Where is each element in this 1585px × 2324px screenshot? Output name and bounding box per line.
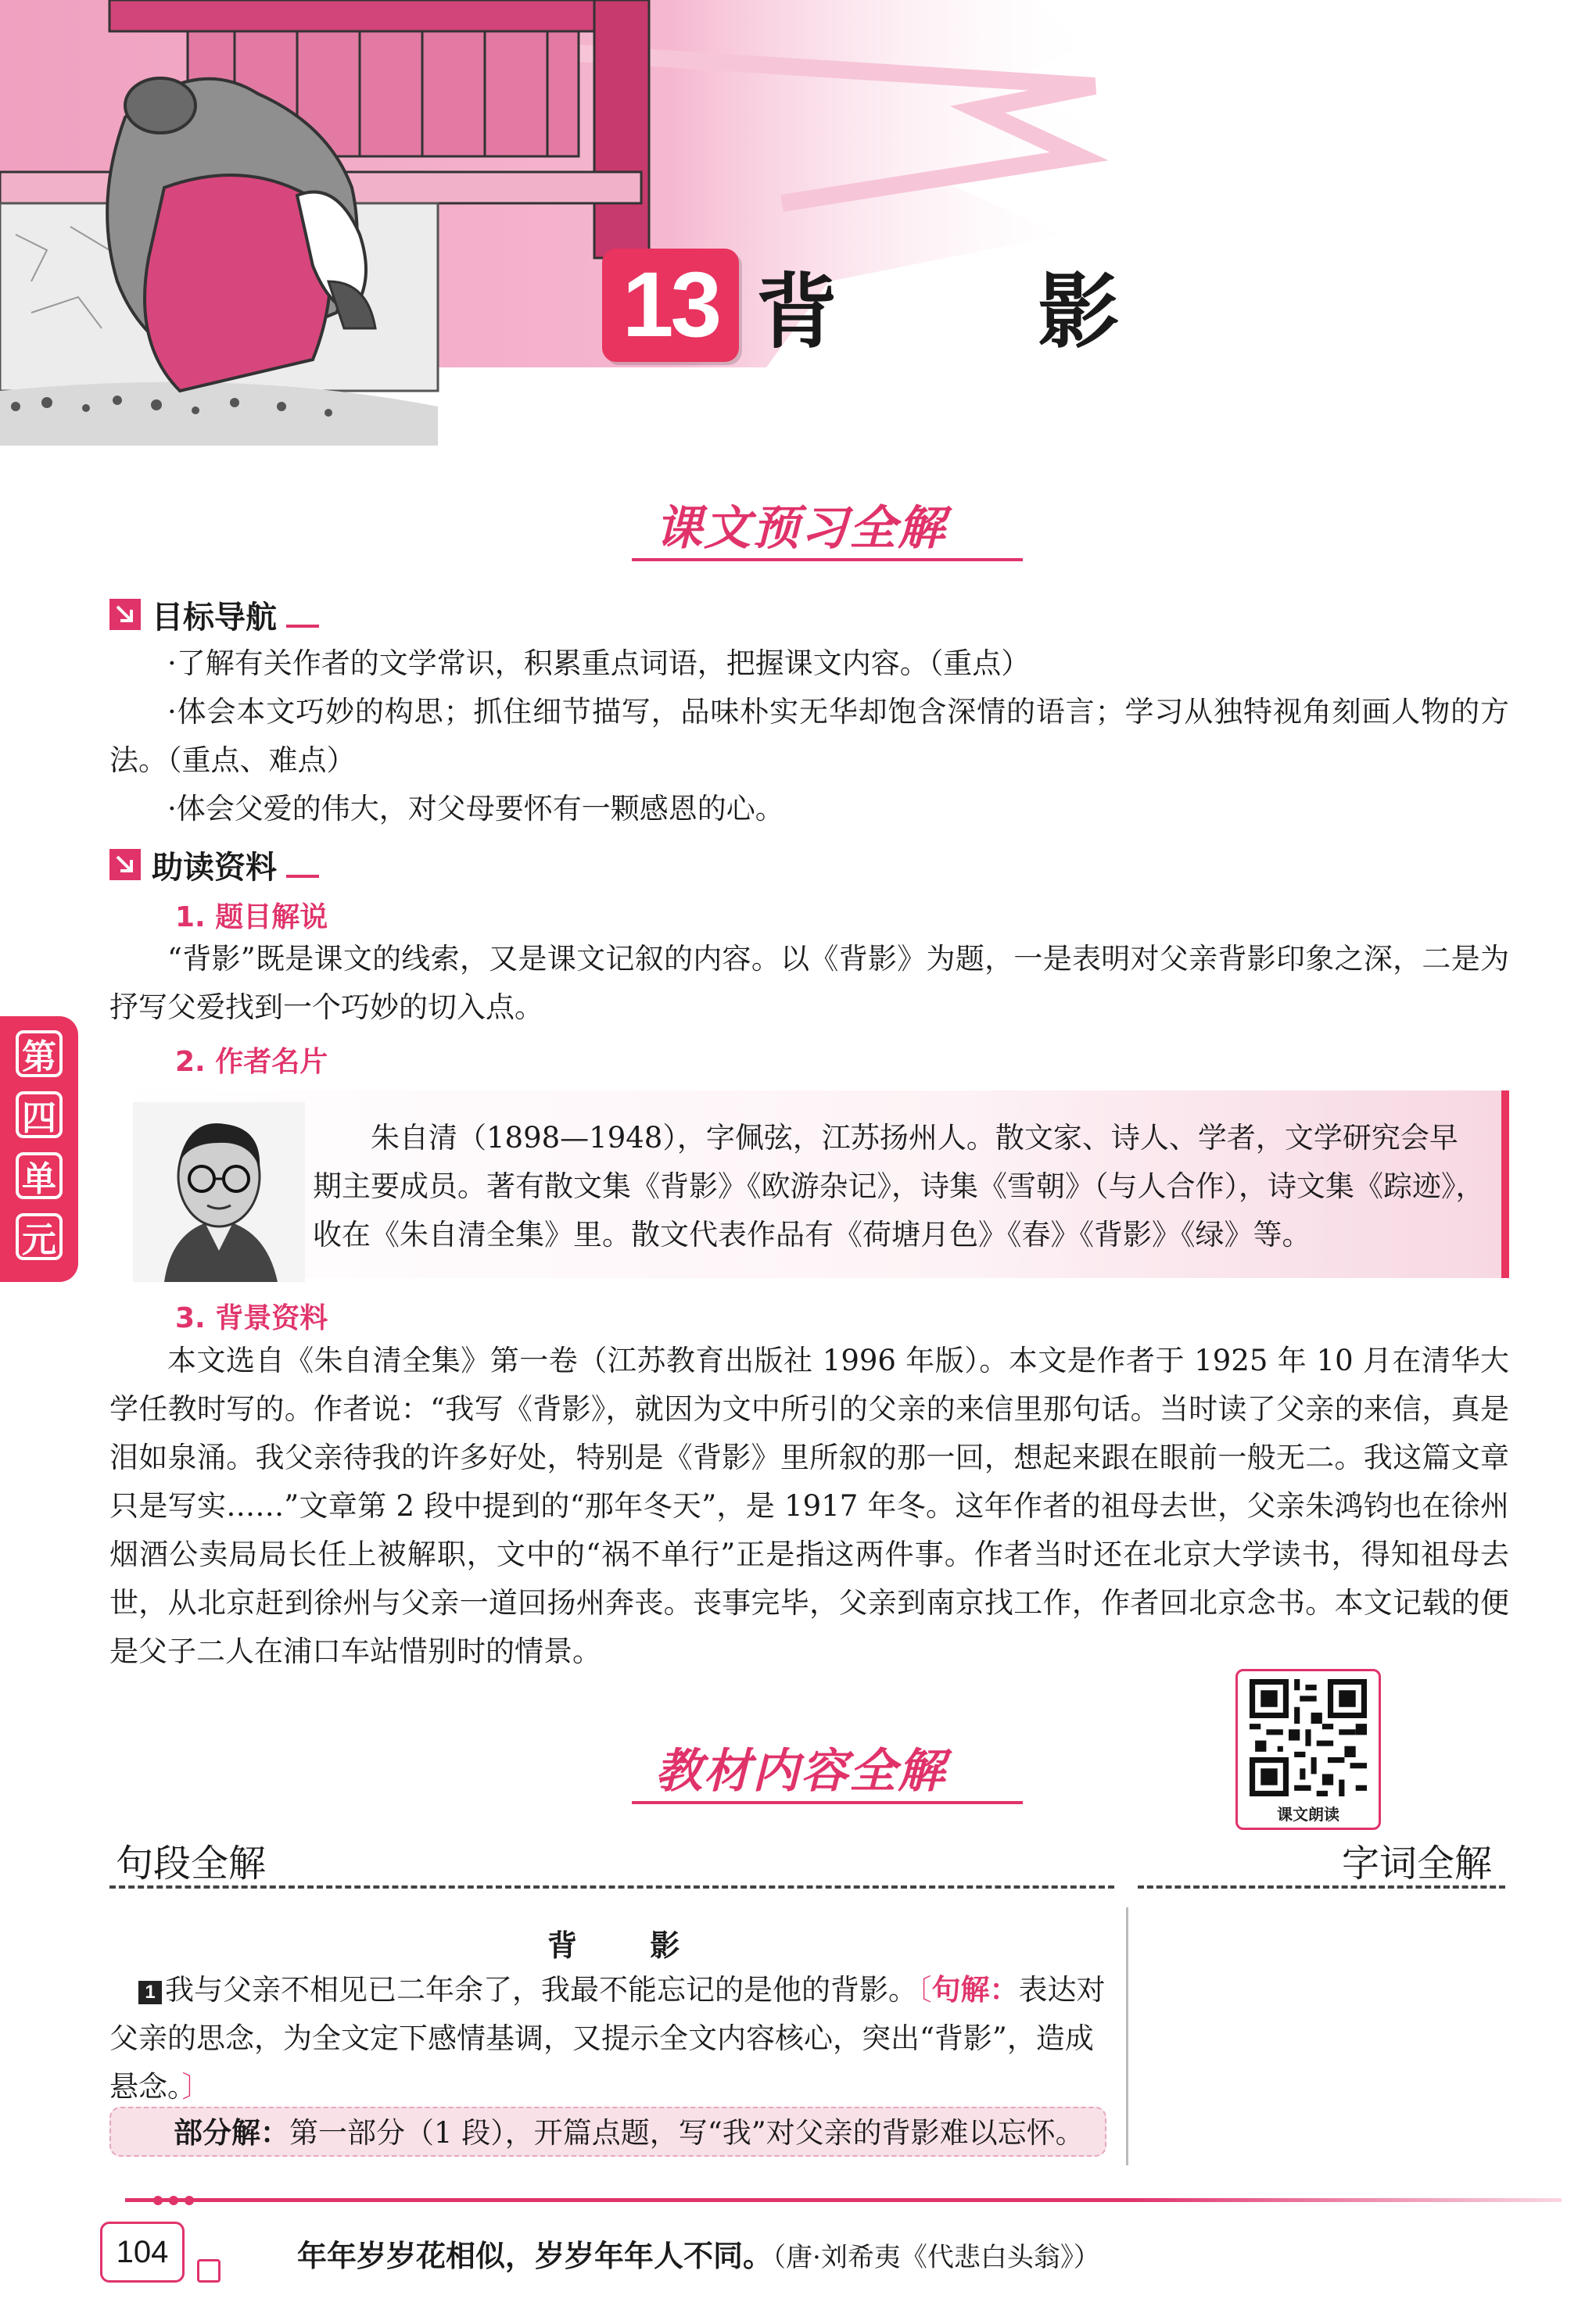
column-divider xyxy=(1126,1907,1128,2165)
qr-code-reading[interactable] xyxy=(1235,1669,1381,1830)
footer-dots xyxy=(153,2193,200,2208)
note-label: 句解： xyxy=(931,1973,1019,2007)
unit-tab-char: 元 xyxy=(16,1213,63,1260)
section-banner-preview xyxy=(655,491,992,561)
footer-rule xyxy=(125,2198,1562,2202)
subhead-label: 助读资料 xyxy=(152,849,277,886)
lesson-title xyxy=(602,246,1205,363)
subhead-underline xyxy=(286,875,319,878)
paragraph-body: 我与父亲不相见已二年余了，我最不能忘记的是他的背影。 xyxy=(165,1973,917,2007)
subhead-reading xyxy=(109,844,319,885)
background-text: 本文选自《朱自清全集》第一卷（江苏教育出版社 1996 年版）。本文是作者于 1925 年 10 月在清华大学任教时写的。作者说：“我写《背影》，就因为文中所引的父亲的来信里那句话。当时读了父亲的来信，真是泪如泉涌。我父亲待我的许多好处，特别是《背影》里所叙的那一回，想起来跟在眼前一般无二。我这篇文章只是写实……”文章第 2 段中提到的“那年冬天”，是 1917 年冬。这年作者的祖母去世，父亲朱鸿钧也在徐州烟酒公卖局局长任上被解职，文中的“祸不单行”正是指这两件事。作者当时还在北京大学读书，得知祖母去世，从北京赶到徐州与父亲一道回扬州奔丧。丧事完毕，父亲到南京找工作，作者回北京念书。本文记载的便是父子二人在浦口车站惜别时的情景。 xyxy=(109,1344,1509,1668)
part-analysis xyxy=(109,2107,1106,2157)
note-text: 表达对父亲的思念，为全文定下感情基调，又提示全文内容核心，突出“背影”，造成悬念。 xyxy=(109,1973,1106,2104)
unit-tab-char: 四 xyxy=(16,1091,63,1138)
lesson-number-badge: 13 xyxy=(602,249,739,362)
subhead-underline xyxy=(286,625,319,628)
lesson-name: 背 影 xyxy=(756,264,1206,360)
author-text: 朱自清（1898—1948），字佩弦，江苏扬州人。散文家、诗人、学者，文学研究会早期主要成员。著有散文集《背影》《欧游杂记》，诗集《雪朝》（与人合作），诗文集《踪迹》，收在《朱自清全集》里。散文代表作品有《荷塘月色》《春》《背影》《绿》等。 xyxy=(313,1121,1485,1252)
title-explain-heading: 1. 题目解说 xyxy=(175,901,328,933)
part-label: 部分解： xyxy=(174,2116,289,2150)
unit-tab-char: 第 xyxy=(16,1030,63,1077)
text-paragraph xyxy=(109,1966,1110,2111)
note-bracket: 〔 xyxy=(917,1973,932,2007)
section-underline xyxy=(632,558,1023,561)
arrow-icon xyxy=(109,849,141,880)
text-title: 背 影 xyxy=(547,1928,712,1963)
lesson-illustration xyxy=(0,0,1126,446)
author-portrait xyxy=(133,1102,305,1282)
column-head-words: 字词全解 xyxy=(1342,1842,1493,1885)
section-title-content: 教材内容全解 xyxy=(655,1744,946,1799)
goal-item: ·体会本文巧妙的构思；抓住细节描写，品味朴实无华却饱含深情的语言；学习从独特视角刻画人物的方法。（重点、难点） xyxy=(109,695,1509,777)
page-number: 104 xyxy=(100,2222,185,2283)
goal-item: ·体会父爱的伟大，对父母要怀有一颗感恩的心。 xyxy=(167,792,784,825)
unit-tab-char: 单 xyxy=(16,1152,63,1199)
dashed-rule xyxy=(109,1885,1114,1889)
section-title-preview: 课文预习全解 xyxy=(655,501,946,556)
title-explain-text: “背影”既是课文的线索，又是课文记叙的内容。以《背影》为题，一是表明对父亲背影印象之深，二是为抒写父爱找到一个巧妙的切入点。 xyxy=(109,942,1509,1024)
qr-code-icon xyxy=(1250,1679,1367,1796)
quote-text: 年年岁岁花相似，岁岁年年人不同。 xyxy=(297,2239,773,2273)
footer-quote xyxy=(297,2232,1100,2275)
section-underline xyxy=(632,1801,1023,1804)
quote-source: （唐·刘希夷《代悲白头翁》） xyxy=(773,2242,1100,2273)
unit-tab xyxy=(0,1016,78,1282)
column-head-sentences: 句段全解 xyxy=(116,1842,267,1885)
dashed-rule xyxy=(1138,1885,1505,1889)
page-square-icon xyxy=(197,2259,221,2283)
goal-item: ·了解有关作者的文学常识，积累重点词语，把握课文内容。（重点） xyxy=(167,646,1031,680)
author-heading: 2. 作者名片 xyxy=(175,1046,328,1078)
part-text: 第一部分（1 段），开篇点题，写“我”对父亲的背影难以忘怀。 xyxy=(289,2116,1085,2150)
author-card xyxy=(109,1090,1509,1278)
paragraph-number: 1 xyxy=(138,1981,162,2004)
subhead-label: 目标导航 xyxy=(152,599,277,636)
arrow-icon xyxy=(109,599,141,630)
note-bracket: 〕 xyxy=(181,2070,211,2104)
qr-caption: 课文朗读 xyxy=(1277,1805,1339,1824)
subhead-goals xyxy=(109,594,319,635)
background-heading: 3. 背景资料 xyxy=(175,1302,328,1334)
section-banner-content xyxy=(655,1734,992,1804)
